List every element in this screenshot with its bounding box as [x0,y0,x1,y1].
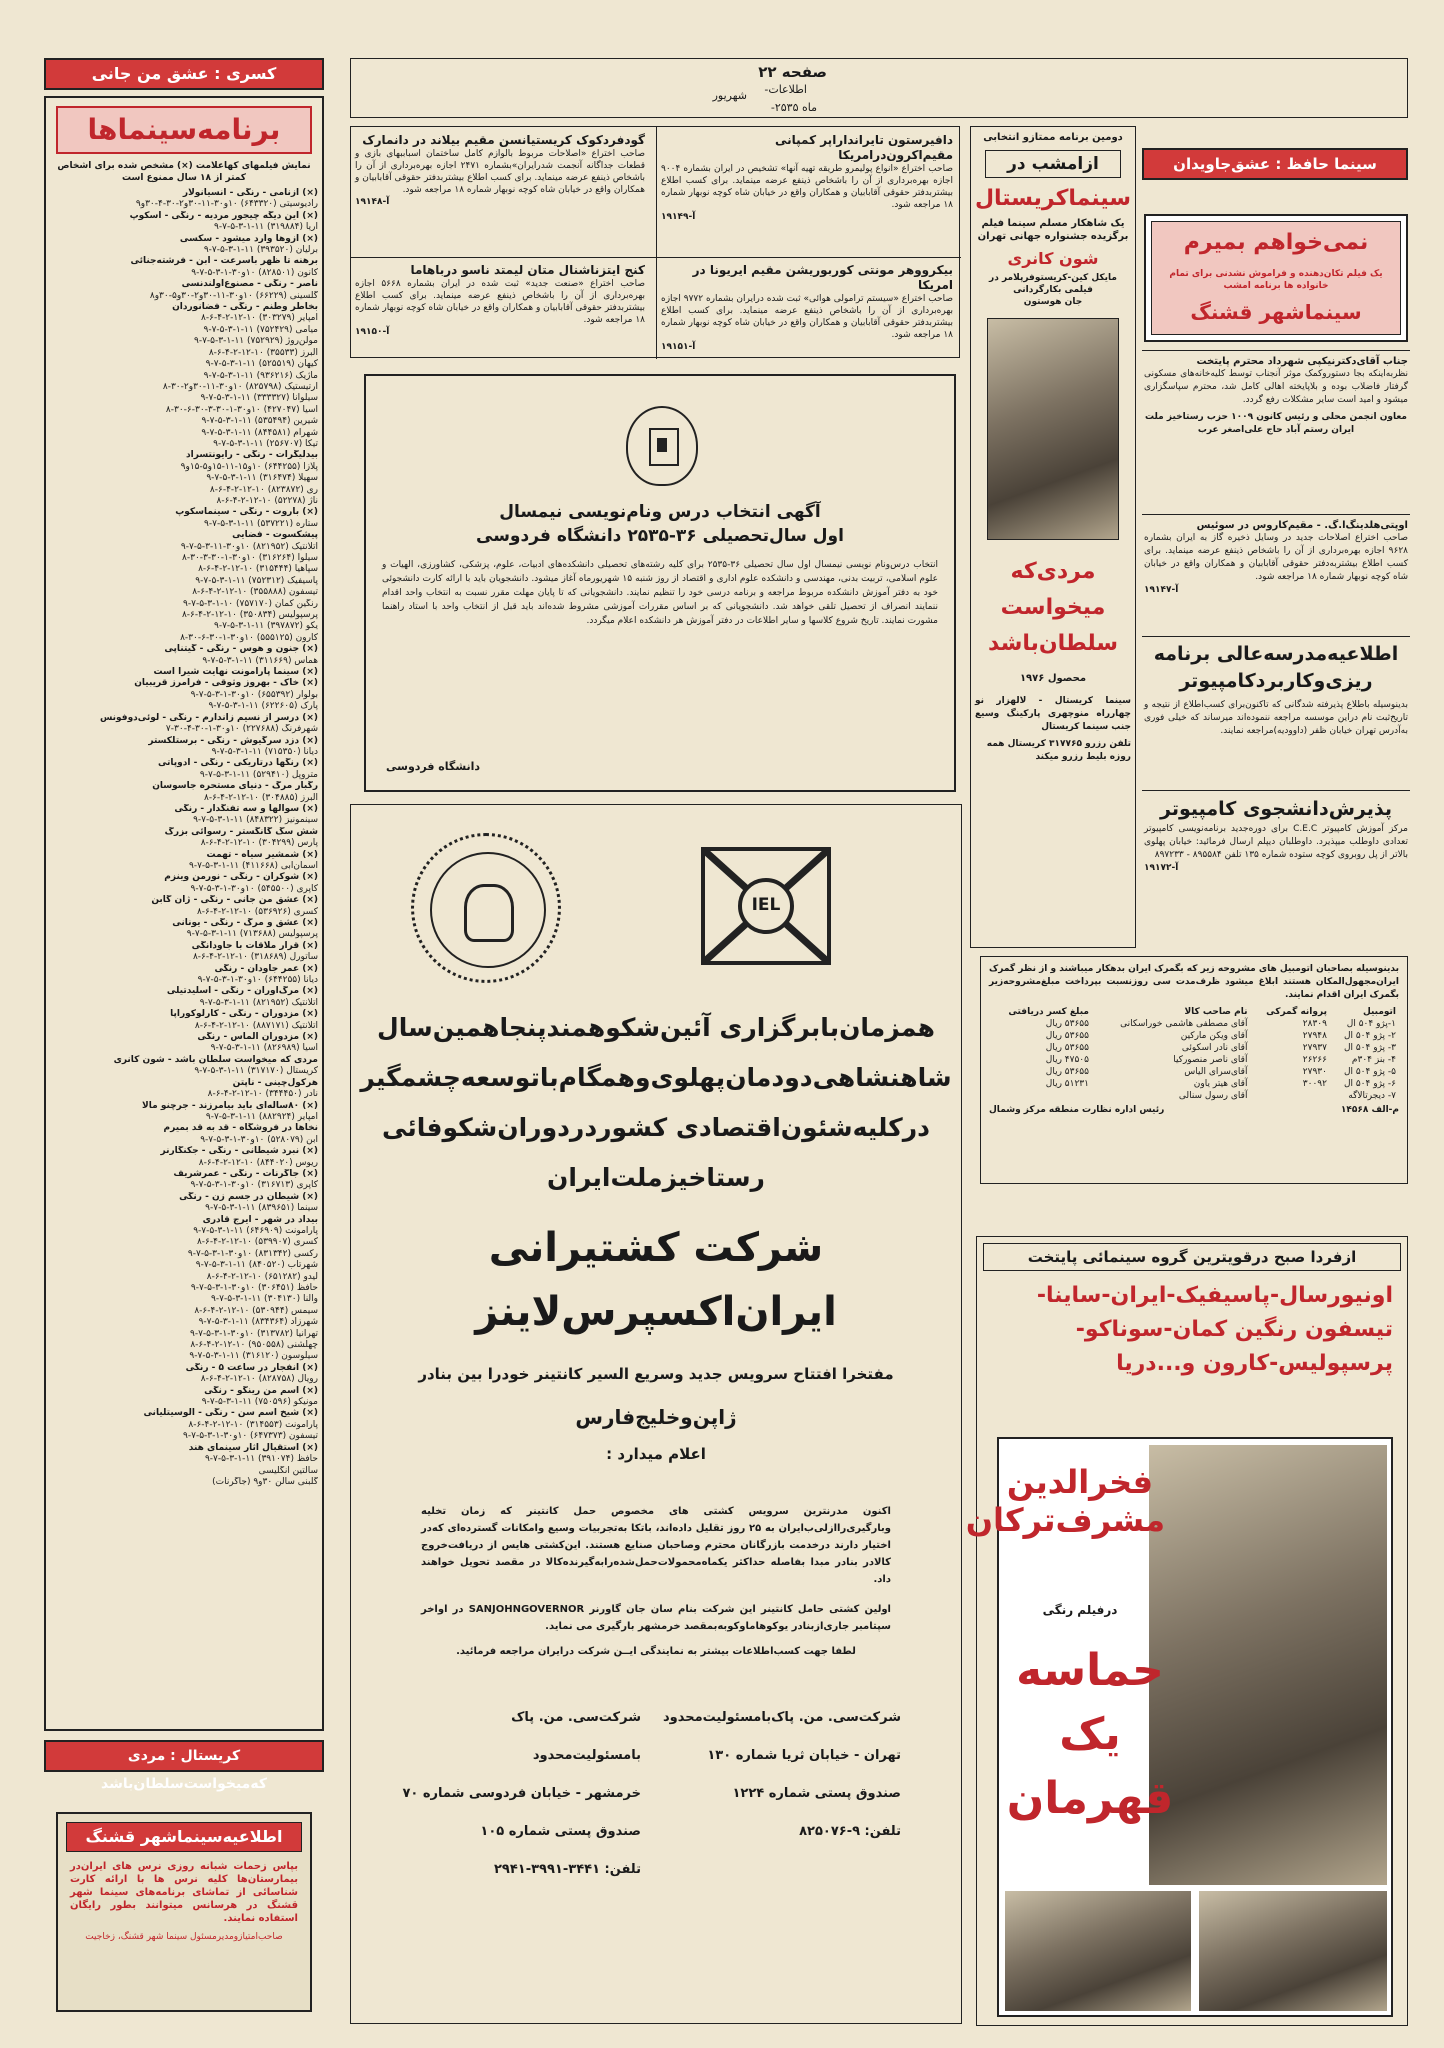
cinema-entry: بخاطر وطنم - رنگی - فضانوردان [172,302,318,313]
cinema-entry: شش سگ گانگستر - رسوائی بزرگ [164,826,318,837]
left-bottom-banner: کریستال : مردی که‌میخواست‌سلطان‌باشد [44,1740,324,1772]
customs-cell: ۲۷۹۳۰ [1302,1067,1327,1077]
cinema-entry: رکسی (۸۳۱۳۴۲) ۱۰و۳۰-۱-۳-۵-۷-۹ [187,1248,318,1259]
cinema-entry: کیهان (۵۲۵۵۱۹) ۱۱-۱-۳-۵-۷-۹ [205,359,318,370]
customs-row [989,1042,1399,1054]
shipping-body1: اکنون مدرنترین سرویس کشتی های مخصوص حمل کانتینر که زمان تخلیه وبارگیری‌راازلی‌ب‌ایران به ۲۵ روز تقلیل داده‌اند، باتکا به‌تجربیات وسیع وامکانات گسترده‌ای که‌در اختیار دارند در‌خدمت بازرگانان محترم وصاحبان صنایع هستند. این‌کشتی هایس از دریافت‌خروج کالادر بنادر مبدا بفاصله حداکثر یکماه‌محمولات‌حمل‌شده‌رابه‌گیرنده‌کالا در مقصد تحویل خواهند داد. [421,1506,891,1585]
customs-cell: ۴۷۵۰۵ ریال [1045,1055,1089,1065]
cinema-entry: (×) استقبال آثار سینمای هند [188,1442,318,1453]
cinema-entry: هماس (۳۱۱۶۶۹) ۱۱-۱-۳-۵-۷-۹ [202,655,318,666]
cinema-entry: پارک (۶۲۲۶۰۵) ۱۱-۱-۳-۵-۷-۹ [208,701,318,712]
cinema-entry: شهرفرنگ (۲۲۷۶۸۸) ۱۰و۳۰-۱-۳۰-۴-۳۰-۷ [165,724,318,735]
cinema-entry: (×) مزدوران - رنگی - کارلوکوراپا [170,1009,318,1020]
ferdowsi-ad [364,374,956,792]
customs-cell: آقای مصطفی هاشمی خوراسکانی [1120,1019,1248,1029]
cinema-entry: گلبنی سالن ۳۰و۹ (جاگرنات) [212,1476,318,1487]
customs-cell: ۳- پژو ۵۰۴ ال [1343,1043,1396,1053]
cinema-entry: (×) خاک - بهروز وثوقی - فرامرز قریبیان [134,678,318,689]
program-intro: نمایش فیلمهای کهاعلامت (×) مشخص شده برای اشخاص کمتر از ۱۸ سال ممنوع است [57,161,311,183]
film-still-right [1199,1891,1387,2011]
cinema-entry: آسیا (۸۲۶۹۸۹) ۱۱-۱-۳-۵-۷-۹ [210,1043,318,1054]
customs-notice: بدینوسیله بصاحبان اتومبیل های مشروحه زیر که بگمرک ایران بدهکار میباشند و از نظر گمرک ایران‌مجهول‌المکان هستند ابلاغ میشود ظرف‌مدت سی روز‌نسبت بپرداخت مبلغ‌مشروحه‌زیر بگمرک ایران اقدام نمایند. اتومبیل پروانه گمرکی نام صاحب کالا مبلغ کسر دریافتی ۱-پژو ۵۰۴ ال ۲۸۳۰۹ آقای مصطفی هاشمی خوراسکانی ۵۳۶۵۵ ریال ۲- پژو ۵۰۴ ال ۲۷۹۴۸ آقای ویکن مارکین ۵۳۶۵۵ ریال ۳- پژو ۵۰۴ ال ۲۷۹۳۷ آقای نادر اسکوئی ۵۳۶۵۵ ریال ۴- بنز ۳۰۴م ۲۶۲۶۶ آقای ناصر منصورکیا ۴۷۵۰۵ ریال ۵- پژو ۵۰۴ ال ۲۷۹۳۰ آقای‌سرای الیاس ۵۳۶۵۵ ریال ۶- پژو ۵۰۴ ال ۳۰۰۹۲ آقای هیتر یاون ۵۱۲۳۱ ریال ۷- دیجر‌تالاگه آقای رسول سنالی رئیس اداره نظارت منطقه مرکز وشمال م-الف ۱۴۵۶۸ [980,956,1408,1184]
customs-num: م-الف ۱۴۵۶۸ [1340,1105,1399,1115]
cinema-entry: (×) شیطان در جسم زن - رنگی [179,1191,318,1202]
cinema-entry: شهرتاب (۸۴۰۵۲۰) ۱۱-۱-۳-۵-۷-۹ [195,1260,318,1271]
edu-notice: اطلاعیه‌مدرسه‌عالی برنامه ریزی‌وکاربرد‌کامپیوتر بدینوسیله باطلاع پذیرفته شدگانی که تاکنون‌برای کسب‌اطلاع از نتیجه و تاریخ‌ثبت نام دراین موسسه مراجعه ننموده‌اند میرساند که خیلی فوری به‌آدرس تهران خیابان ظفر (داوودیه)مراجعه نمایند. [1142,636,1410,788]
cinema-entry: (×) قرار ملاقات با جاودانگی [191,940,318,951]
year-label: ماه ۲۵۳۵- [770,101,817,114]
cinema-entry: شهرام (۸۴۴۵۸۱) ۱۱-۱-۳-۵-۷-۹ [201,427,318,438]
cinema-entry: (×) مرگ‌آوران - رنگی - اسلیدتیلی [166,986,318,997]
ferdowsi-body: انتخاب درس‌ونام نویسی نیمسال اول سال تحصیلی ۳۶-۲۵۳۵ برای کلیه رشته‌های تحصیلی دانشکده‌های ادبیات، علوم، پزشکی، کشاورزی، الهیات و علوم اسلامی، تربیت بدنی، مهندسی و دانشکده علوم اداری و اقتصاد از روز شنبه ۱۵ شهریورماه آغاز میشود. دانشجویان باید با ارائه کارت دانشجوئی خود به دفتر آموزش دانشکده مربوط مراجعه و برنامه درسی خود را تنظیم نمایند. دانشجویانی که تا پایان مهلت مقرر نسبت به انتخاب واحد اقدام ننمایند انصراف از تحصیل تلقی خواهد شد. دانشجویانی که بر اساس مقررات آموزشی مشروط شده‌اند باید قبل از انتخاب واحد با استاد راهنما مشورت نمایند. تاریخ شروع کلاسها و سایر اطلاعات در دفتر آموزش هر دانشکده اعلام میگردد. [382,560,938,626]
cinema-entry: تیکا (۲۵۶۷۰۷) ۱۱-۱-۳-۵-۷-۹ [213,438,318,449]
customs-cell: آقای رسول سنالی [1178,1091,1248,1101]
cinema-entry: پارس (۳۰۴۲۹۹) ۱۰-۱۲-۲-۴-۶-۸ [200,838,318,849]
customs-cell: ۷- دیجر‌تالاگه [1348,1091,1396,1101]
cinema-entry: شیرین (۵۳۵۴۹۴) ۱۱-۱-۳-۵-۷-۹ [201,416,318,427]
cinema-entry: تیسفون (۳۵۵۸۸۸) ۱۰-۱۲-۲-۴-۶-۸ [192,587,318,598]
cinema-entry: امپایر (۳۰۳۲۷۹) ۱۰-۱۲-۲-۴-۶-۸ [201,313,318,324]
cinema-entry: کارون (۵۵۵۱۲۵) ۱۰و۳۰-۱-۳۰-۶-۳۰-۸ [180,632,318,643]
crystal-from: ازامشب در [985,150,1121,178]
shipping-body2: اولین کشتی حامل کانتینر این شرکت بنام سان جان گاورنر SANJOHNGOVERNOR در اواخر سپتامبر جاری‌ازبنادر یوکوهاماوکوبه‌بمقصد خرمشهر بارگیری می نماید. [421,1604,891,1632]
crystal-star: شون کانری [1007,249,1099,268]
computer-admission: پذیرش‌دانشجوی کامپیوتر مرکز آموزش کامپیوتر C.E.C برای دوره‌جدید برنامه‌نویسی کامپیوتر تعدادی داوطلب میپذیرد. داوطلبان دیپلم ارسال فرمائید: خیابان پهلوی بالاتر از پل روبروی کوچه ستوده شماره ۱۳۵ تلفن ۸۹۵۵۸۴ - ۸۹۷۲۳۳ آ-۱۹۱۷۲ [1142,790,1410,950]
cinema-entry: دیانا (۶۴۴۲۵۵) ۱۰و۳۰-۱-۳-۵-۷-۹ [197,975,318,986]
shahr-notice-title: اطلاعیه‌سینماشهر قشنگ [66,1822,302,1852]
cinema-entry: (×) عشق من جانی - رنگی - ژان گابن [151,895,318,906]
customs-cell: ۱-پژو ۵۰۴ ال [1346,1019,1396,1029]
cinema-entry: (×) سینما پارامونت نهایت شیرا است [153,667,318,678]
cinema-entry: (×) رنگها درتاریکی - رنگی - ادوپاتی [157,758,318,769]
patent-opti: اوپتی‌هلدینگ‌ا.گ. - مقیم‌کاروس در سوئیس صاحب اختراع اصلاحات جدید در وسایل ذخیره گاز به ایران بشماره ۹۶۲۸ اجازه بهره‌برداری از آن را باشخاص ذینفع عرضه مینماید. برای کسب اطلاع بیشتر‌به‌دفتر حقوقی آقابابیان و همکاران واقع در خیابان شاه کوچه نوبهار شماره ۱۸ مراجعه شود. آ-۱۹۱۴۷ [1142,514,1410,634]
cinema-entry: البرز (۳۵۵۳۳) ۱۰-۱۲-۲-۴-۶-۸ [208,347,318,358]
film-title: حماسه یک قهرمان [1006,1645,1174,1824]
customs-header-cell: پروانه گمرکی [1266,1007,1327,1017]
customs-row [989,1054,1399,1066]
shahanshahi-emblem-icon [411,833,561,983]
crystal-year: محصول ۱۹۷۶ [1019,673,1087,684]
cinema-entry: (×) شوکران - رنگی - نورمن وینزم [164,872,318,883]
shipping-line4: رستاخیز‌ملت‌ایران [547,1163,765,1192]
crystal-desc: یک شاهکار مسلم سینما فیلم برگزیده جشنواره جهانی تهران [977,218,1129,242]
crystal-director: جان هوستون [1023,297,1083,307]
customs-cell: آقای هیتر یاون [1193,1079,1248,1089]
cinema-entry: آریا (۳۱۹۸۸۴) ۱۱-۱-۳-۵-۷-۹ [214,222,318,233]
customs-header-cell: نام صاحب کالا [1184,1007,1248,1017]
cinema-entry: کریستال (۳۱۷۱۷۰) ۱۱-۱-۳-۵-۷-۹ [194,1066,318,1077]
customs-cell: ۲- پژو ۵۰۴ ال [1343,1031,1396,1041]
customs-row [989,1090,1399,1102]
cinema-entry: کسری (۵۳۶۹۲۶) ۱۰-۱۲-۲-۴-۶-۸ [196,906,318,917]
cinema-entry: (×) ۸۰ساله‌ای باید بیامرزند - جرچنو مالا [142,1100,318,1111]
customs-row [989,1018,1399,1030]
left-top-banner: کسری : عشق من جانی [44,58,324,90]
shipping-company: شرکت کشتیرانی [488,1225,824,1271]
cinema-entry: سیلوسون (۳۱۶۱۲۰) ۱۱-۱-۳-۵-۷-۹ [189,1351,318,1362]
patents-strip [350,126,960,358]
iel-logo-icon [701,847,831,965]
crystal-cast: مایکل کین-کریستوفر‌پلامر در فیلمی بکارگردانی [989,273,1117,295]
cinema-entry: ماژیک (۹۳۶۲۱۶) ۱۱-۱-۳-۵-۷-۹ [203,370,318,381]
cinema-entry: نخاها در فروشگاه - قد به قد بمیرم [163,1123,318,1134]
cinema-entry: سیمس (۵۳۰۹۴۴) ۱۰-۱۲-۲-۴-۶-۸ [194,1305,318,1316]
ferdowsi-title: آگهی انتخاب درس ونام‌نویسی نیمسال [499,502,821,522]
cinema-entry: پرسپولیس (۳۵۰۸۳۴) ۱۰-۱۲-۲-۴-۶-۸ [181,610,318,621]
shipping-body3: لطفا جهت کسب‌اطلاعات بیشتر به نمایندگی ایــن شرکت درایران مراجعه فرمائید. [456,1646,856,1657]
shahr-title: نمی‌خواهم بمیرم [1183,230,1369,255]
shipping-line2: شاهنشاهی‌دودمان‌پهلوی‌وهمگام‌باتوسعه‌چشمگیر [360,1063,952,1092]
cinema-entry: والنا (۳۰۴۱۳۰) ۱۱-۱-۳-۵-۷-۹ [211,1294,318,1305]
cinema-entry: (×) دزد سرگیوش - رنگی - برستلکستر [148,735,318,746]
customs-cell: ۵- پژو ۵۰۴ ال [1343,1067,1396,1077]
patent-firestone: دافیرستون تایرانداراپر کمپانی مقیم‌اکرون‌درامریکا صاحب اختراع «انواع پولیمرو طریقه تهیه آنها» تشخیص در ایران بشماره ۹۰۰۴ اجازه بهره‌برداری از آن را باشخاص ذینفع عرضه مینماید. برای کسب اطلاع بیشتر‌بدفتر حقوقی آقابابیان و همکاران واقع در خیابان شاه کوچه نوبهار شماره ۱۸ مراجعه شود. آ-۱۹۱۴۹ [661,133,953,222]
cinema-entry: سیلوانا (۳۳۳۳۲۷) ۱۱-۱-۳-۵-۷-۹ [200,393,318,404]
cinema-entry: ریوس (۸۴۴۰۲۰) ۱۰-۱۲-۲-۴-۶-۸ [198,1157,318,1168]
cinema-entry: پاسیفیک (۷۵۲۳۱۲) ۱۱-۱-۳-۵-۷-۹ [195,575,318,586]
cinema-entry: میامی (۷۵۲۴۲۹) ۱۱-۱-۳-۵-۷-۹ [203,324,318,335]
iel-logo-text: IEL [751,895,781,915]
cinema-entry: حافظ (۳۹۱۰۷۴) ۱۱-۱-۳-۵-۷-۹ [204,1454,318,1465]
shipping-ad [350,804,962,2024]
shipping-service: مفتخرا افتتاح سرویس جدید وسریع السیر کانتینر خودرا بین بنادر [418,1365,894,1383]
cinema-entry: رنگین کمان (۷۵۷۱۷۰) ۱۰-۱-۳-۵-۷-۹ [183,598,318,609]
page-number: صفحه ۲۲ [758,63,827,81]
cinema-entry: کانون (۸۲۸۵۰۱) ۱۰و۳۰-۱-۳-۵-۷-۹ [191,267,318,278]
film-poster [965,1437,1393,2017]
cinema-entry: مولن‌روژ (۷۵۲۹۲۹) ۱۱-۱-۳-۵-۷-۹ [193,336,318,347]
ferdowsi-seal-icon [626,406,698,486]
cinema-entry: (×) ازنامی - رنگی - انسیانولار [182,188,318,198]
customs-cell: آقای ناصر منصورکیا [1173,1055,1248,1065]
month-label: شهریور [712,89,747,102]
customs-cell [989,1090,1092,1102]
customs-row [989,1078,1399,1090]
cinema-entry: (×) ازوها وارد میشود - سکسی [179,233,318,244]
cinema-entry: (×) عشق و مرگ - رنگی - یونانی [172,918,318,928]
cinema-entry: پیشکسوت - فضایی [232,530,318,541]
crystal-ad [970,126,1136,948]
office-tehran: شرکت‌سی. من. پاک‌بامسئولیت‌محدود تهران - خیابان ثریا شماره ۱۳۰ صندوق پستی شماره ۱۲۲۴ تلفن: ۹-۸۲۵۰۷۶ [662,1710,901,1839]
patent-kenge: کنج ایتزناشنال متان لیمتد ناسو درباهاما صاحب اختراع «صنعت جدید» ثبت شده در ایران بشماره ۵۶۶۸ اجازه بهره‌برداری از آن را باشخاص ذینفع عرضه مینماید. برای کسب اطلاع بیشتر‌بدفتر حقوقی آقابابیان و همکاران واقع در خیابان شاه کوچه نوبهار شماره ۱۸ مراجعه شود. آ-۱۹۱۵۰ [355,263,646,337]
customs-cell: ۲۷۹۴۸ [1302,1031,1327,1041]
shipping-ports: ژاپن‌وخلیج‌فارس [575,1405,737,1429]
shipping-company2: ایران‌اکسپرس‌لاینز [475,1289,837,1335]
cinema-entry: آسمان‌آبی (۴۱۱۶۶۸) ۱۱-۱-۳-۵-۷-۹ [188,860,318,871]
cinema-entry: آتلانتیک (۸۸۷۱۷۱) ۱۰-۱۲-۲-۴-۶-۸ [194,1020,318,1031]
cinema-entry: حافظ (۳۰۶۴۵۱) ۱۰و۳۰-۱-۳-۵-۷-۹ [190,1283,318,1293]
crystal-also: سینما کریستال - لالهزار نو چهارراه منوچهری پارکینگ وسیع جنب سینما کریستال [975,696,1131,732]
shipping-announce: اعلام میدارد : [606,1445,706,1463]
customs-cell: ۵۳۶۵۵ ریال [1045,1031,1089,1041]
customs-cell: ۶- پژو ۵۰۴ ال [1343,1079,1396,1089]
crystal-name: سینماکریستال [974,186,1131,211]
cinema-entry: پلازا (۶۴۴۲۵۵) ۱۰و۱۵-۱۱-۱۵و۵-۱۵و۹ [180,461,318,472]
cinema-entry: لیدو (۶۵۱۲۸۲) ۱۰-۱۲-۲-۴-۶-۸ [206,1271,318,1282]
customs-sig: رئیس اداره نظارت منطقه مرکز وشمال [989,1105,1165,1115]
cinema-entry: تهرانیا (۳۱۳۷۸۲) ۱۰و۳۰-۱-۳-۵-۷-۹ [189,1328,318,1339]
fardo-list: اونیورسال‌-پاسیفیک‌-ایران‌-ساینا-تیسفون رنگین کمان‌-سوناکو‌-پرسپولیس-کارون و...دریا [1036,1283,1393,1376]
cinema-entry: ناصر - رنگی - مصنوع‌اولندنسی [181,279,318,290]
crystal-title: مردی‌که میخواست سلطان‌باشد [988,559,1118,656]
shahr-sub: یک فیلم تکان‌دهنده و فراموش نشدنی برای تمام خانواده ها برنامه امشب [1169,269,1383,291]
cinema-entry: رویال (۸۲۸۷۵۸) ۱۰-۱۲-۲-۴-۶-۸ [200,1374,318,1385]
crystal-head: دومین برنامه ممتازو انتخابی [983,132,1123,143]
cinema-entry: پارامونت (۳۱۴۵۵۳) ۱۰-۱۲-۲-۴-۶-۸ [188,1419,318,1430]
customs-cell: ۴- بنز ۳۰۴م [1351,1055,1396,1065]
customs-table [989,1006,1399,1102]
cinema-program [44,96,324,1731]
film-ad [965,1236,1408,2026]
cinema-entry: نادر (۳۴۴۴۵۰) ۱۰-۱۲-۲-۴-۶-۸ [207,1089,318,1100]
crystal-tel: تلفن رزرو ۳۱۷۷۶۵ کریستال همه روزه بلیط رزرو میکند [986,739,1131,762]
cinema-entry: سینما (۸۳۹۶۵۱) ۱۱-۱-۳-۵-۷-۹ [205,1203,318,1214]
patent-rockwell: بیکرووهر مونتی کوربوریشن مقیم ایریونا در امریکا صاحب اختراع «سیستم ترامولی هوائی» ثبت شده درایران بشماره ۹۷۷۲ اجازه بهره‌برداری از آن را باشخاص ذینفع عرضه مینماید. برای کسب اطلاع بیشتر‌بدفتر حقوقی آقابابیان و همکاران واقع در خیابان شاه کوچه نوبهار شماره ۱۸ مراجعه شود. آ-۱۹۱۵۱ [661,263,953,352]
cinema-entry: چهلشنی (۹۵۰۵۵۸) ۱۰-۱۲-۲-۴-۶-۸ [190,1340,318,1351]
cinema-entry: (×) باروت - رنگی - سینماسکوپ [175,507,318,518]
customs-cell: ۵۳۶۵۵ ریال [1045,1019,1089,1029]
cinema-entry: پارامونت (۶۴۶۹۰۹) ۱۱-۱-۳-۵-۷-۹ [193,1225,318,1236]
cinema-entry: (×) شیخ اسم سن - رنگی - آلوسیتلیانی [143,1408,318,1419]
cinema-entry: یکو (۳۹۷۸۷۲) ۱۱-۱-۳-۵-۷-۹ [213,621,318,632]
cinema-entry: (×) جنون و هوس - رنگی - گیتناپی [164,644,318,655]
cinema-entry: آتلانتیک (۸۲۱۹۵۲) ۱۰و۳۰-۱۱-۳-۵-۷-۹ [180,541,318,552]
cinema-entry: ری (۸۲۳۸۷۲) ۱۰-۱۲-۲-۴-۶-۸ [209,484,318,495]
cinema-entry: بولوار (۶۵۵۳۹۲) ۱۰و۳۰-۱-۳-۵-۷-۹ [190,689,318,700]
customs-cell: ۲۷۹۳۷ [1302,1043,1327,1053]
customs-row [989,1066,1399,1078]
customs-cell [1250,1090,1329,1102]
shahr-name: سینماشهر قشنگ [1190,300,1362,324]
cinema-entry: ناژ (۵۲۲۷۸) ۱۰-۱۲-۲-۴-۶-۸ [216,495,318,506]
cinema-list [50,188,318,1488]
film-star: فخرالدین مشرف‌ترکان [965,1463,1165,1539]
cinema-entry: هرکول‌چینی - ناپتن [232,1077,318,1088]
shipping-line1: همزمان‌با‌برگزاری آئین‌شکوهمند‌پنجاهمین‌سال [377,1013,935,1042]
hafez-banner: سینما حافظ : عشق‌جاویدان [1142,148,1408,180]
cinema-entry: آبن (۵۲۸۰۷۹) ۱۰و۳۰-۱-۳-۵-۷-۹ [200,1134,318,1145]
cinema-entry: سینمونیز (۸۴۸۳۲۲) ۱۱-۱-۳-۵-۷-۹ [193,815,318,826]
cinema-entry: کسری (۵۳۹۹۰۷) ۱۰-۱۲-۲-۴-۶-۸ [196,1237,318,1248]
shahr-notice [56,1812,312,2012]
customs-cell: آقای نادر اسکوئی [1181,1043,1248,1053]
cinema-entry: (×) مزدوران الماس - رنگی [197,1032,318,1043]
cinema-entry: آسیا (۴۲۷۰۴۷) ۱۰و۳۰-۱-۳۰-۳-۳۰-۶-۳۰-۸ [165,404,318,415]
cinema-entry: ستاره (۵۳۷۲۲۱) ۱۱-۱-۳-۵-۷-۹ [204,518,318,529]
ferdowsi-sig: دانشگاه فردوسی [386,760,481,773]
cinema-entry: سپاهیا (۳۱۵۴۴۴) ۱۰-۱۲-۲-۴-۶-۸ [198,564,318,575]
cinema-entry: برهنه تا ظهر باسرعت - ابن - فرشته‌جنائی [130,256,318,267]
customs-cell: آقای ویکن مارکین [1180,1031,1248,1041]
customs-cell: ۲۸۳۰۹ [1302,1019,1327,1029]
cinema-entry: برلیان (۳۹۳۵۲۰) ۱۱-۱-۳-۵-۷-۹ [203,245,318,256]
cinema-entry: سهیلا (۳۱۶۴۷۴) ۱۱-۱-۳-۵-۷-۹ [206,473,318,484]
customs-row [989,1030,1399,1042]
cinema-entry: (×) اسم من رینگو - رنگی [204,1385,318,1396]
cinema-entry: بیداد در شهر - ایرج قادری [202,1214,318,1225]
cinema-entry: آرتیستیک (۸۲۵۷۹۸) ۱۰و۳۰-۱۱-۳۰و۲-۳۰-۸ [162,381,318,392]
customs-header-cell: مبلغ کسر دریافتی [1008,1007,1089,1017]
cinema-entry: رگبار مرگ - دنیای مستحره جاسوسان [152,781,318,792]
thanks-notice: جناب آقای‌دکتر‌نیکپی شهرداد محترم پایتخت نظر‌به‌اینکه‌ بجا دستور‌وکمک موثر آنجناب‌ توسط کلیه‌خانه‌های مسکونی گرفتار فاضلاب بوده و بلاپایخته اهالی کامل شد، محترم سپاسگزاری میشود و امید است سایر مشکلات رفع گردد. معاون انجمن محلی و رئیس کانون ۱۰۰۹ حزب رستاخیز ملت ایران رستم آباد حاج علی‌اصغر عرب [1142,350,1410,512]
cinema-entry: پرسپولیس (۷۱۳۶۸۸) ۱۱-۱-۳-۵-۷-۹ [186,929,318,940]
cinema-entry: ساتورل (۳۱۸۶۸۹) ۱۰-۱۲-۲-۴-۶-۸ [192,952,318,963]
customs-cell: آقای‌سرای الیاس [1184,1067,1248,1077]
customs-cell: ۵۳۶۵۵ ریال [1045,1067,1089,1077]
cinema-entry: سیلوا (۳۱۶۲۶۴) ۱۰و۳۰-۱-۳۰-۳-۳۰-۸ [182,553,318,563]
cinema-entry: (×) سوالها و سه تفنگدار - رنگی [174,803,318,814]
cinema-entry: کاپری (۵۴۵۵۰۰) ۱۰و۳۰-۱-۳-۵-۷-۹ [190,883,318,894]
customs-cell: ۳۰۰۹۲ [1302,1079,1327,1089]
cinema-entry: (×) جاگرنات - رنگی - عمرشریف [173,1168,318,1179]
shahr-ghashang-ad [1144,214,1408,342]
cinema-entry: امپایر (۸۸۲۹۲۴) ۱۱-۱-۳-۵-۷-۹ [205,1111,318,1122]
cinema-entry: (×) انفجار در ساعت ۵ - رنگی [185,1362,318,1373]
paper-name: اطلاعات- [764,83,807,96]
cinema-entry: رادیوسیتی (۶۴۳۳۲۰) ۱۰و۳۰-۱۱-۳۰و۲-۳۰-۴-۳۰و۹ [135,199,318,210]
cinema-entry: تیسفون (۶۴۷۳۷۳) ۱۰و۳۰-۱-۳-۵-۷-۹ [183,1431,318,1442]
shahr-notice-sig: صاحب‌امتیاز‌ومدیرمسئول سینما شهر قشنگ، زخاجیت [85,1932,283,1942]
cinema-entry: کاپری (۳۱۶۷۱۳) ۱۰و۳۰-۱-۳-۵-۷-۹ [190,1180,318,1191]
patent-christiansen: گودفردکوک کریستیانسن مقیم بیلاند در دانمارک صاحب اختراع «اصلاحات مربوط بالوازم کامل ساختمان اسباببهای بازی و قطعات جداگانه آنجمت شدرایران»بشماره ۲۴۷۱ اجازه بهره‌برداری از آن را باشخاص ذینفع عرضه مینماید. برای کسب اطلاع بیشتر‌بدفتر حقوقی آقابابیان و همکاران واقع در خیابان شاه کوچه نوبهار شماره ۱۸ مراجعه شود. آ-۱۹۱۴۸ [355,133,645,207]
cinema-entry: آلبرز (۳۰۴۸۸۵) ۱۰-۱۲-۲-۴-۶-۸ [203,792,318,803]
customs-cell: ۲۶۲۶۶ [1302,1055,1327,1065]
shahr-notice-body: بپاس زحمات شبانه روزی نرس های ایران‌در بیمارستان‌ها کلیه نرس ها با ارائه کارت شناسائی از تماشای برنامه‌های سینما شهر قشنگ در هرسانس میتوانند بطور رایگان استفاده نمایند. [70,1861,298,1924]
cinema-entry: (×) نبرد شیطانی - رنگی - جکنگارنر [160,1146,318,1157]
customs-header-cell: اتومبیل [1362,1007,1396,1017]
fardo-head: ازفردا صبح درقویترین گروه سینمائی پایتخت [983,1243,1401,1271]
film-label: درفیلم رنگی [1042,1603,1118,1617]
cinema-entry: مونیکو (۷۵۰۵۹۶) ۱۱-۱-۳-۵-۷-۹ [201,1397,318,1408]
office-khorramshahr: شرکت‌سی. من. پاک بامسئولیت‌محدود خرمشهر - خیابان فردوسی شماره ۷۰ صندوق پستی شماره ۱۰۵ تلفن: ۳۴۴۱-۳۹۹۱-۲۹۴۱ [402,1710,641,1877]
cinema-entry: (×) این دیگه چیجور مردیه - رنگی - اسکوپ [129,210,318,221]
cinema-entry: گلسینی (۶۶۲۲۹) ۱۰و۳۰-۱۱-۳۰و۲-۳۰و۵-۳۰و۸ [149,290,318,301]
masthead [350,58,1408,118]
cinema-entry: (×) شمشیر سیاه - تهمت [206,849,318,860]
customs-cell: ۵۳۶۵۵ ریال [1045,1043,1089,1053]
cinema-entry: شهرزاد (۸۳۴۳۶۴) ۱۱-۱-۳-۵-۷-۹ [198,1317,318,1328]
cinema-entry: (×) عمر جاودان - رنگی [214,963,318,974]
ferdowsi-subtitle: اول سال‌تحصیلی ۳۶-۲۵۳۵ دانشگاه فردوسی [476,526,844,546]
film-still-left [1005,1891,1191,2011]
cinema-entry: مردی که میخواست سلطان باشد - شون کانری [113,1054,318,1065]
cinema-entry: (×) درسر از نسیم زاندارم - رنگی - لوئی‌دوفونس [99,712,318,723]
cinema-entry: بیدلیگرات - رنگی - رایونتسراد [186,450,318,461]
cinema-entry: متروپل (۵۲۹۴۱۰) ۱۱-۱-۳-۵-۷-۹ [199,769,318,780]
crystal-poster-image [987,318,1119,540]
cinema-entry: سالتین انگلیسی [258,1465,318,1476]
program-title: برنامه‌سینماها [56,106,312,154]
cinema-entry: آتلانتیک (۸۲۱۹۵۲) ۱۱-۱-۳-۵-۷-۹ [199,997,318,1008]
cinema-entry: دیانا (۷۱۵۳۵۰) ۱۱-۱-۳-۵-۷-۹ [211,746,318,757]
customs-cell: ۵۱۲۳۱ ریال [1045,1079,1089,1089]
shipping-line3: درکلیه‌شئون‌اقتصادی کشوردردوران‌شکوفائی [382,1113,930,1142]
